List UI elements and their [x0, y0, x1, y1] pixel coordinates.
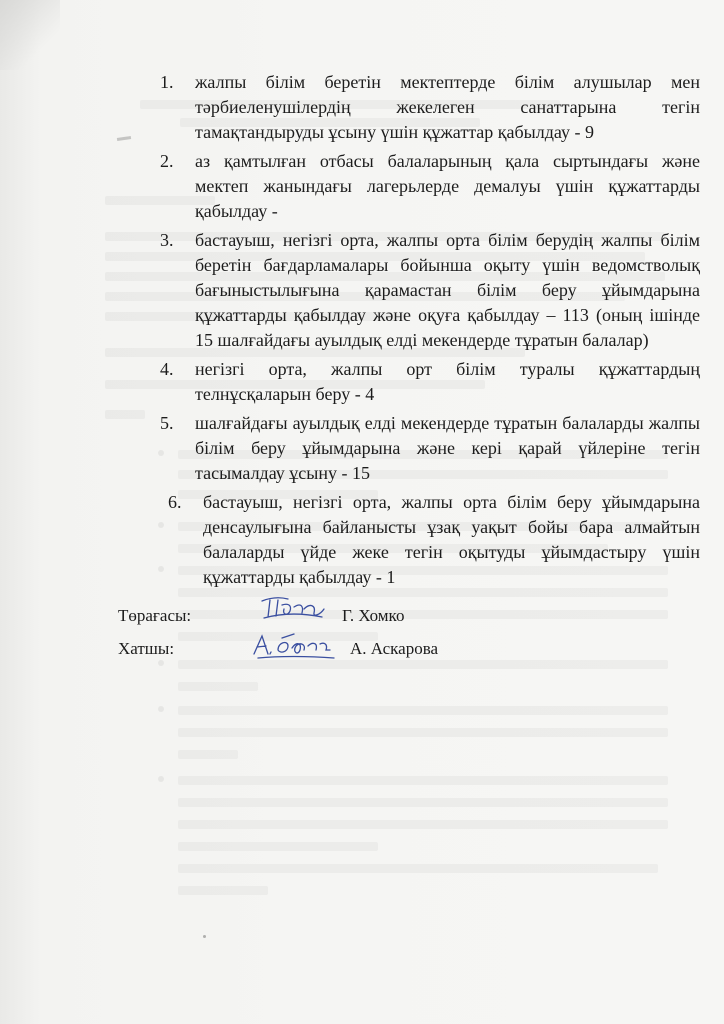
chairman-role-label: Төрағасы:	[118, 606, 192, 625]
chairman-name: Г. Хомко	[342, 606, 405, 625]
list-item	[168, 490, 700, 590]
list-item-number: 1.	[160, 72, 174, 92]
secretary-role-label: Хатшы:	[118, 639, 175, 658]
list-item	[160, 228, 700, 353]
list-item-text: бастауыш, негізгі орта, жалпы орта білім берудің жалпы білім беретін бағдарламалары бойынша оқыту үшін ведомстволық бағыныстылығына қарамастан білім беру ұйымдарына құжаттарды қабылдау және оқуға қабылдау – 113 (оның ішінде 15 шалғайдағы ауылдық елді мекендерде тұратын балалар)	[195, 230, 700, 350]
paper-speck	[203, 935, 206, 938]
numbered-list	[160, 70, 700, 594]
list-item-number: 4.	[160, 359, 174, 379]
list-item-number: 2.	[160, 151, 174, 171]
list-item-number: 5.	[160, 413, 174, 433]
chairman-signature-row	[118, 603, 638, 629]
list-item-number: 6.	[168, 492, 182, 512]
page-fold-shadow	[0, 0, 60, 70]
list-item	[160, 357, 700, 407]
list-item	[160, 411, 700, 486]
list-item-number: 3.	[160, 230, 174, 250]
chairman-handwritten-signature	[258, 591, 328, 623]
list-item-text: шалғайдағы ауылдық елді мекендерде тұратын балаларды жалпы білім беру ұйымдарына және кері қарай үйлеріне тегін тасымалдау ұсыну - 15	[195, 413, 700, 483]
secretary-signature-row	[118, 636, 638, 662]
list-item-text: негізгі орта, жалпы орт білім туралы құжаттардың телнұсқаларын беру - 4	[195, 359, 700, 404]
secretary-handwritten-signature	[248, 628, 338, 662]
list-item-text: жалпы білім беретін мектептерде білім алушылар мен тәрбиеленушілердің жекелеген санаттарына тегін тамақтандыруды ұсыну үшін құжаттар қабылдау - 9	[195, 72, 700, 142]
list-item	[160, 149, 700, 224]
list-item-text: аз қамтылған отбасы балаларының қала сыртындағы және мектеп жанындағы лагерьлерде демалуы үшін құжаттарды қабылдау -	[195, 151, 700, 221]
list-item-text: бастауыш, негізгі орта, жалпы орта білім беру ұйымдарына денсаулығына байланысты ұзақ уақыт бойы бара алмайтын балаларды үйде жеке тегін оқытуды ұйымдастыру үшін құжаттарды қабылдау - 1	[203, 492, 700, 587]
stray-pen-mark	[117, 136, 131, 141]
secretary-name: А. Аскарова	[350, 639, 439, 658]
list-item	[160, 70, 700, 145]
